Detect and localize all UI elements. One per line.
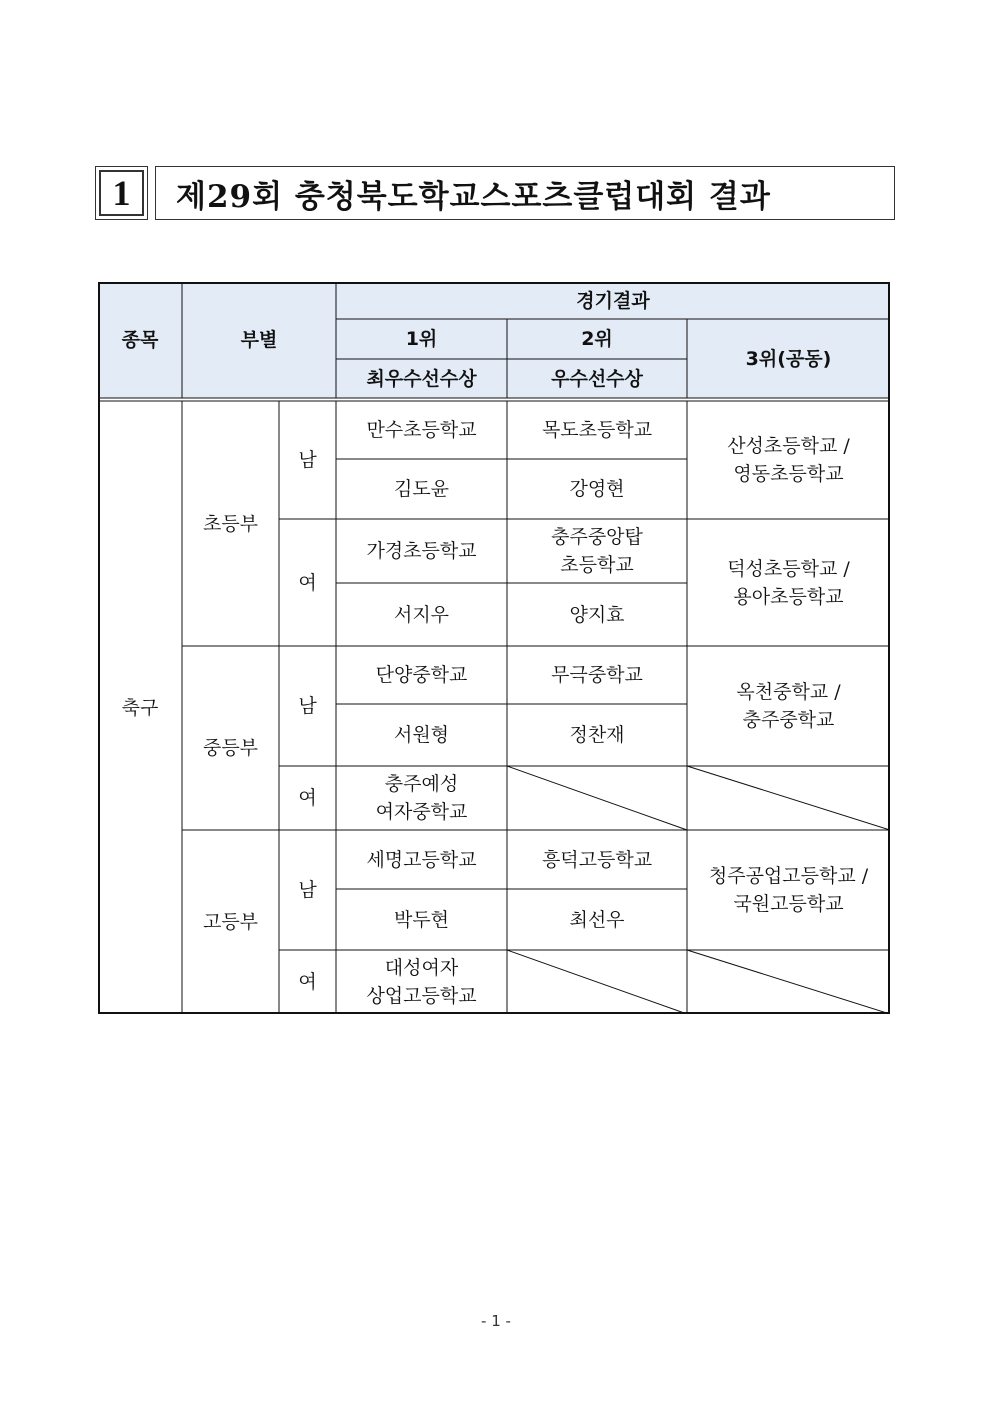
division-middle: 중등부	[202, 737, 259, 759]
gender-male: 남	[298, 449, 317, 471]
second-place-cell: 목도초등학교	[541, 419, 653, 441]
header-second: 2위	[581, 328, 613, 350]
first-award-player: 김도윤	[393, 478, 450, 500]
first-place-cell: 대성여자 상업고등학교	[366, 957, 477, 1007]
first-place-cell: 충주예성 여자중학교	[375, 773, 468, 823]
empty-cell-diagonal	[507, 950, 687, 1014]
second-place-cell: 무극중학교	[551, 664, 643, 686]
second-award-player: 정찬재	[569, 724, 625, 746]
gender-male: 남	[298, 879, 317, 901]
first-place-cell: 만수초등학교	[366, 419, 477, 441]
second-award-player: 최선우	[569, 908, 625, 931]
header-results: 경기결과	[576, 289, 650, 312]
first-award-player: 박두현	[393, 908, 450, 931]
second-place-cell: 충주중앙탑 초등학교	[551, 526, 643, 576]
gender-male: 남	[298, 695, 317, 717]
header-second-award: 우수선수상	[551, 367, 643, 390]
first-place-cell: 단양중학교	[375, 664, 468, 686]
sport-cell: 축구	[121, 696, 159, 719]
header-division: 부별	[240, 329, 278, 351]
header-first: 1위	[405, 328, 438, 350]
page-title: 제29회 충청북도학교스포츠클럽대회 결과	[155, 166, 895, 220]
page-number: - 1 -	[481, 1312, 511, 1330]
third-place-cell: 옥천중학교 / 충주중학교	[736, 681, 841, 731]
empty-cell-diagonal	[687, 766, 890, 830]
first-award-player: 서지우	[393, 603, 450, 626]
third-place-cell: 청주공업고등학교 / 국원고등학교	[708, 865, 869, 915]
gender-female: 여	[298, 571, 317, 594]
results-table	[98, 282, 890, 1014]
gender-female: 여	[298, 971, 317, 993]
header-first-award: 최우수선수상	[366, 367, 477, 390]
empty-cell-diagonal	[507, 766, 687, 830]
first-award-player: 서원형	[393, 724, 450, 746]
first-place-cell: 세명고등학교	[366, 848, 477, 871]
division-elementary: 초등부	[202, 512, 259, 535]
second-place-cell: 흥덕고등학교	[541, 848, 653, 871]
section-number: 1	[99, 170, 144, 216]
third-place-cell: 덕성초등학교 / 용아초등학교	[727, 557, 850, 608]
header-sport: 종목	[121, 329, 159, 351]
section-number-box	[95, 166, 148, 220]
second-award-player: 강영현	[569, 478, 625, 500]
third-place-cell: 산성초등학교 / 영동초등학교	[727, 435, 850, 485]
second-award-player: 양지효	[569, 603, 625, 626]
gender-female: 여	[298, 787, 317, 809]
division-high: 고등부	[202, 911, 259, 933]
first-place-cell: 가경초등학교	[366, 540, 477, 562]
empty-cell-diagonal	[687, 950, 890, 1014]
header-third: 3위(공동)	[745, 347, 832, 370]
